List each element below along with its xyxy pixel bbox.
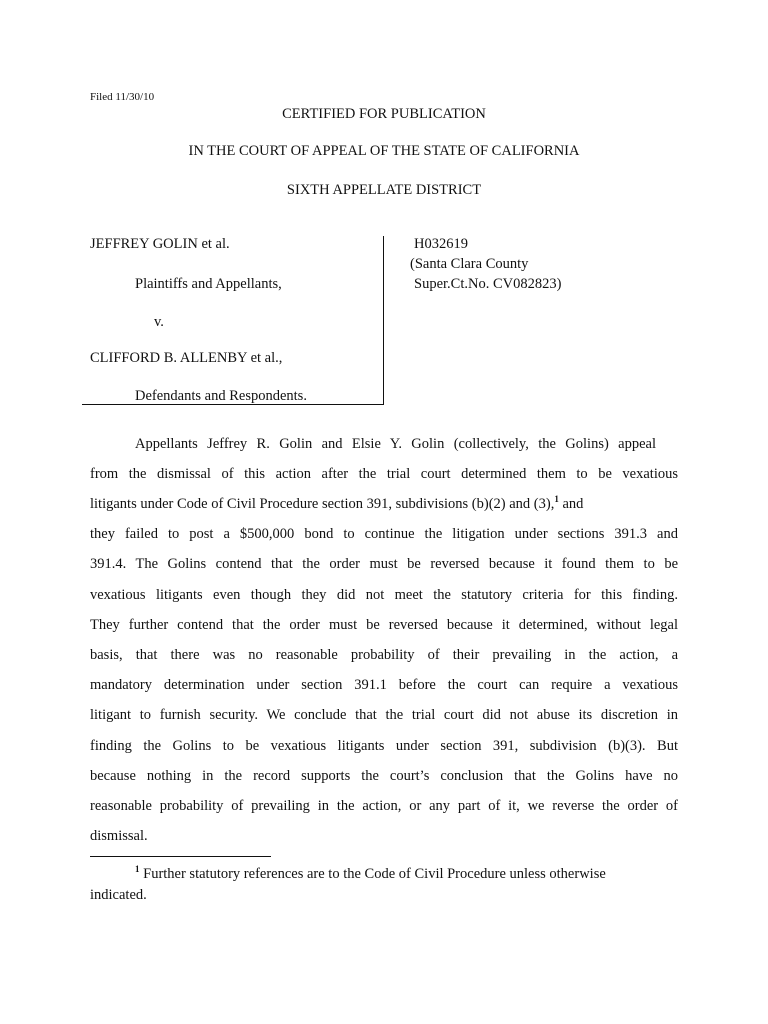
opinion-line-with-footnote	[90, 496, 583, 513]
opinion-line: because nothing in the record supports the court’s conclusion that the Golins have no	[90, 768, 678, 784]
defendant-role: Defendants and Respondents.	[135, 388, 307, 404]
superior-court-number: Super.Ct.No. CV082823)	[414, 276, 562, 292]
county-label: (Santa Clara County	[410, 256, 529, 272]
opinion-line-tail: and	[558, 496, 584, 512]
opinion-line: finding the Golins to be vexatious litigants under section 391, subdivision (b)(3). But	[90, 738, 678, 754]
versus-label: v.	[154, 314, 164, 330]
opinion-line: from the dismissal of this action after the trial court determined them to be vexatious	[90, 466, 678, 482]
footnote-text: Further statutory references are to the Code of Civil Procedure unless otherwise	[139, 866, 606, 882]
opinion-line: 391.4. The Golins contend that the order must be reversed because it found them to be	[90, 556, 678, 572]
court-heading: IN THE COURT OF APPEAL OF THE STATE OF CALIFORNIA	[188, 143, 580, 159]
filed-date: Filed 11/30/10	[90, 91, 155, 103]
opinion-line: mandatory determination under section 391.1 before the court can require a vexatious	[90, 677, 678, 693]
opinion-line: vexatious litigants even though they did not meet the statutory criteria for this finding.	[90, 587, 678, 603]
defendant-name: CLIFFORD B. ALLENBY et al.,	[90, 350, 283, 366]
footnote-line-continuation: indicated.	[90, 887, 147, 903]
caption-vertical-rule	[383, 236, 384, 404]
opinion-line: They further contend that the order must be reversed because it determined, without legal	[90, 617, 678, 633]
plaintiff-role: Plaintiffs and Appellants,	[135, 276, 282, 292]
footnote-separator	[90, 856, 271, 857]
case-number: H032619	[414, 236, 468, 252]
caption-horizontal-rule	[82, 404, 384, 405]
opinion-line-text: litigants under Code of Civil Procedure section 391, subdivisions (b)(2) and (3),	[90, 496, 555, 512]
opinion-line: reasonable probability of prevailing in the action, or any part of it, we reverse the order of	[90, 798, 678, 814]
district-heading: SIXTH APPELLATE DISTRICT	[286, 182, 482, 198]
footnote-number: 1	[135, 864, 140, 874]
opinion-line: they failed to post a $500,000 bond to continue the litigation under sections 391.3 and	[90, 526, 678, 542]
opinion-line: basis, that there was no reasonable probability of their prevailing in the action, a	[90, 647, 678, 663]
opinion-line: Appellants Jeffrey R. Golin and Elsie Y. Golin (collectively, the Golins) appeal	[135, 436, 656, 452]
opinion-line: dismissal.	[90, 828, 148, 844]
plaintiff-name: JEFFREY GOLIN et al.	[90, 236, 230, 252]
footnote-line	[135, 866, 606, 883]
footnote-reference[interactable]: 1	[554, 494, 559, 504]
opinion-line: litigant to furnish security. We conclude that the trial court did not abuse its discretion in	[90, 707, 678, 723]
certification-heading: CERTIFIED FOR PUBLICATION	[282, 106, 486, 122]
